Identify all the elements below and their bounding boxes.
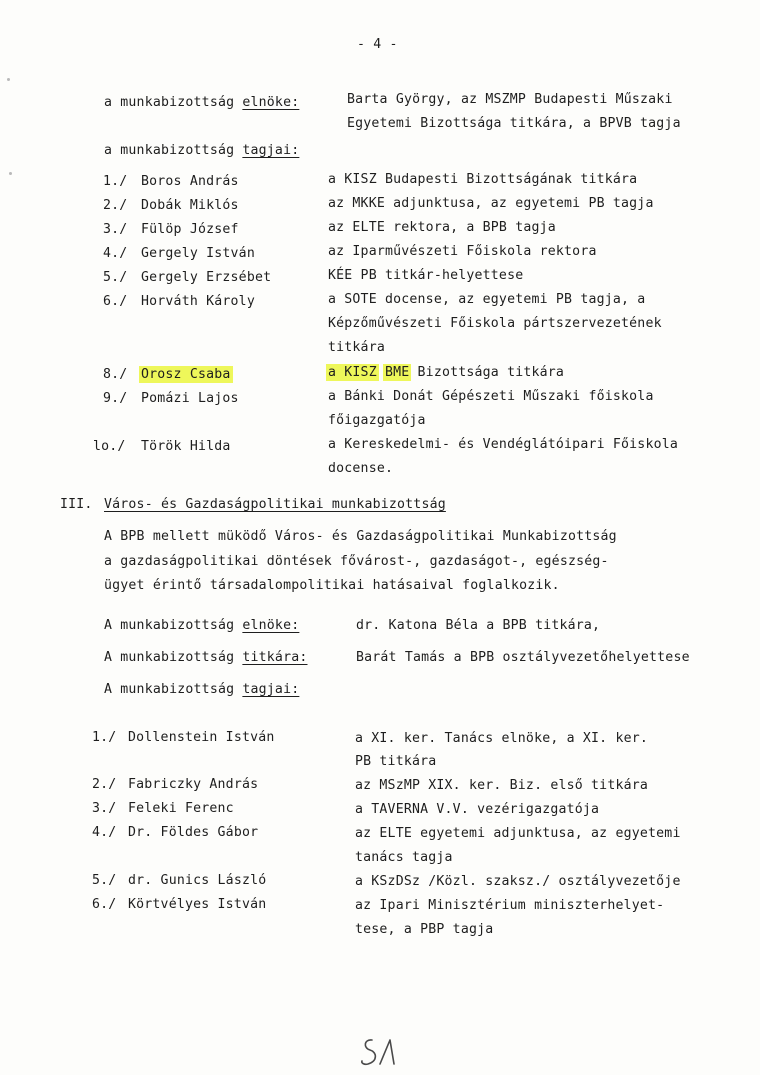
member-name: Fabriczky András: [128, 777, 259, 792]
section-number: III.: [60, 497, 93, 512]
section-title: Város- és Gazdaságpolitikai munkabizottság: [104, 497, 446, 512]
member-name: Feleki Ferenc: [128, 801, 234, 816]
member-description: a Kereskedelmi- és Vendéglátóipari Főiskola: [328, 437, 679, 452]
member-description: a SOTE docense, az egyetemi PB tagja, a: [328, 292, 646, 307]
member-name-highlighted: Orosz Csaba: [141, 367, 231, 382]
member-description: az Iparművészeti Főiskola rektora: [328, 244, 597, 259]
section-intro-line: a gazdaságpolitikai döntések fővárost-, gazdaságot-, egészség-: [104, 554, 609, 569]
member-name: Körtvélyes István: [128, 897, 267, 912]
member-number: 4./: [103, 246, 128, 261]
member-name: Dollenstein István: [128, 730, 275, 745]
member-name: Boros András: [141, 174, 239, 189]
member-description: az ELTE rektora, a BPB tagja: [328, 220, 556, 235]
section-intro-line: ügyet érintő társadalompolitikai hatásaival foglalkozik.: [104, 578, 560, 593]
member-description: docense.: [328, 461, 394, 476]
member-description: PB titkára: [355, 754, 437, 769]
member-description: a Bánki Donát Gépészeti Műszaki főiskola: [328, 389, 654, 404]
member-number: 6./: [92, 897, 117, 912]
scan-speck: [7, 78, 10, 81]
member-description: a XI. ker. Tanács elnöke, a XI. ker.: [355, 731, 649, 746]
member-description: az Ipari Minisztérium miniszterhelyet-: [355, 898, 665, 913]
member-name: Fülöp József: [141, 222, 239, 237]
members-heading: A munkabizottság tagjai:: [104, 682, 300, 697]
member-description: a KISZ BME Bizottsága titkára: [328, 365, 565, 380]
member-number: 6./: [103, 294, 128, 309]
member-number: 1./: [92, 730, 117, 745]
chair-name-line: Egyetemi Bizottsága titkára, a BPVB tagja: [347, 116, 681, 131]
member-description: tanács tagja: [355, 850, 453, 865]
member-name: Török Hilda: [141, 439, 231, 454]
member-name: Gergely István: [141, 246, 255, 261]
member-number: 9./: [103, 391, 128, 406]
member-description: a KSzDSz /Közl. szaksz./ osztályvezetője: [355, 874, 681, 889]
member-description: KÉE PB titkár-helyettese: [328, 268, 524, 283]
chair-name: dr. Katona Béla a BPB titkára,: [356, 618, 601, 633]
member-name: Dr. Földes Gábor: [128, 825, 259, 840]
member-name: Horváth Károly: [141, 294, 255, 309]
secretary-line: A munkabizottság titkára:: [104, 650, 308, 665]
members-heading: a munkabizottság tagjai:: [104, 143, 300, 158]
member-number: 8./: [103, 367, 128, 382]
member-name: Pomázi Lajos: [141, 391, 239, 406]
member-number: lo./: [93, 439, 126, 454]
member-description: a KISZ Budapesti Bizottságának titkára: [328, 172, 638, 187]
member-number: 2./: [92, 777, 117, 792]
member-description: az MSzMP XIX. ker. Biz. első titkára: [355, 778, 649, 793]
chair-line: A munkabizottság elnöke:: [104, 618, 300, 633]
secretary-name: Barát Tamás a BPB osztályvezetőhelyettese: [356, 650, 690, 665]
chair-line: a munkabizottság elnöke:: [104, 95, 300, 110]
scan-speck: [9, 172, 12, 175]
member-description: Képzőművészeti Főiskola pártszervezetének: [328, 316, 662, 331]
member-number: 3./: [92, 801, 117, 816]
member-description: főigazgatója: [328, 413, 426, 428]
member-name: Gergely Erzsébet: [141, 270, 272, 285]
member-description: titkára: [328, 340, 385, 355]
member-number: 1./: [103, 174, 128, 189]
member-description: az ELTE egyetemi adjunktusa, az egyetemi: [355, 826, 681, 841]
page-number: - 4 -: [357, 37, 398, 52]
member-name: dr. Gunics László: [128, 873, 267, 888]
member-number: 3./: [103, 222, 128, 237]
section-intro-line: A BPB mellett müködő Város- és Gazdaságpolitikai Munkabizottság: [104, 529, 617, 544]
member-description: a TAVERNA V.V. vezérigazgatója: [355, 802, 600, 817]
member-number: 2./: [103, 198, 128, 213]
member-number: 4./: [92, 825, 117, 840]
member-description: tese, a PBP tagja: [355, 922, 494, 937]
member-number: 5./: [92, 873, 117, 888]
chair-name-line: Barta György, az MSZMP Budapesti Műszaki: [347, 92, 673, 107]
member-name: Dobák Miklós: [141, 198, 239, 213]
handwritten-signature-icon: [358, 1034, 404, 1070]
member-description: az MKKE adjunktusa, az egyetemi PB tagja: [328, 196, 654, 211]
member-number: 5./: [103, 270, 128, 285]
